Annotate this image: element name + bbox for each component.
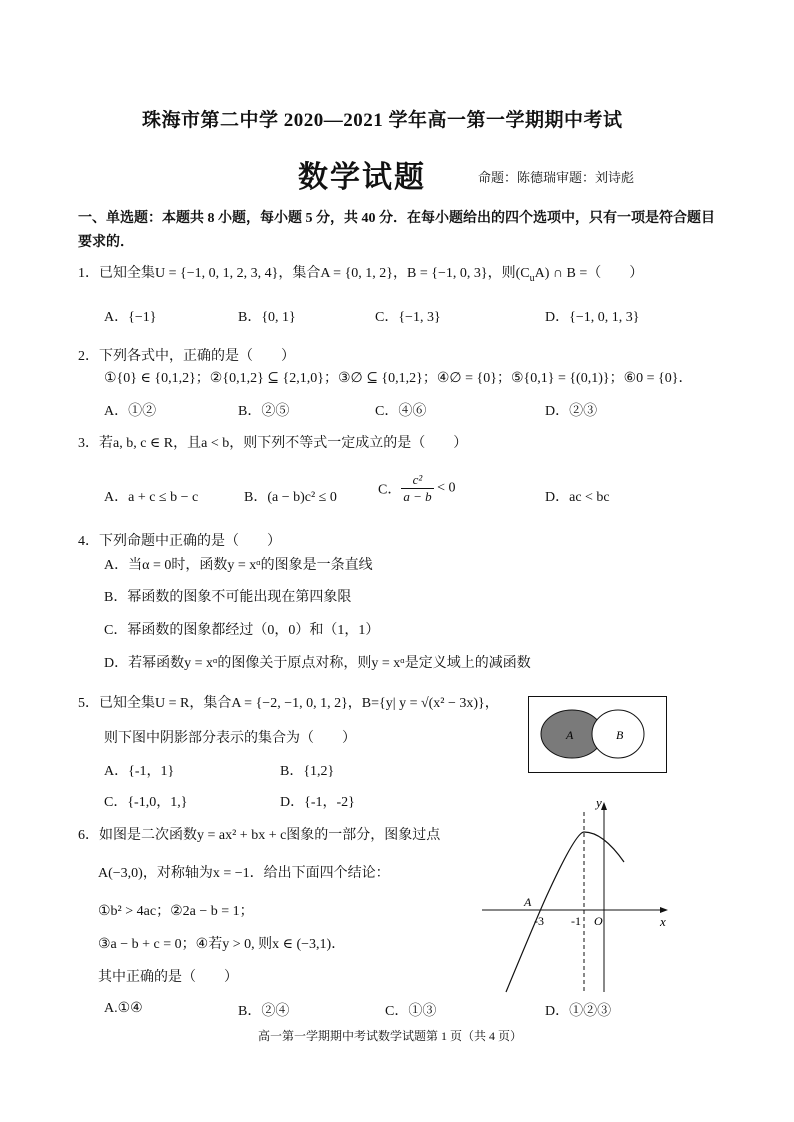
q6-option-a: A.①④ bbox=[104, 1001, 143, 1016]
tick-label-minus-1: -1 bbox=[571, 914, 581, 928]
question-6-line5: 其中正确的是（ ） bbox=[98, 970, 238, 985]
q3-fraction-denominator: a − b bbox=[403, 489, 432, 504]
question-5-prompt: 则下图中阴影部分表示的集合为（ ） bbox=[104, 731, 356, 746]
origin-label: O bbox=[594, 914, 603, 928]
question-1-subscript: u bbox=[529, 272, 535, 284]
q3-option-d: D．ac < bc bbox=[545, 490, 610, 505]
author-credits: 命题：陈德瑞审题：刘诗彪 bbox=[478, 170, 635, 185]
question-1-tail: A) ∩ B =（ ） bbox=[534, 266, 644, 281]
q2-option-d: D．②③ bbox=[545, 404, 598, 419]
q2-option-a: A．①② bbox=[104, 404, 157, 419]
q3-option-b: B．(a − b)c² ≤ 0 bbox=[244, 490, 337, 505]
question-6-stem: 6．如图是二次函数y = ax² + bx + c图象的一部分，图象过点 bbox=[78, 828, 441, 843]
q4-option-a: A．当α = 0时，函数y = xᵅ的图象是一条直线 bbox=[104, 558, 373, 573]
question-6-line4: ③a − b + c = 0；④若y > 0, 则x ∈ (−3,1)． bbox=[98, 937, 346, 952]
venn-diagram bbox=[528, 696, 668, 774]
point-a-label: A bbox=[524, 895, 532, 909]
exam-title: 珠海市第二中学 2020—2021 学年高一第一学期期中考试 bbox=[142, 110, 623, 131]
q4-option-b: B．幂函数的图象不可能出现在第四象限 bbox=[104, 590, 352, 605]
question-3-stem: 3．若a, b, c ∈ R，且a < b，则下列不等式一定成立的是（ ） bbox=[78, 436, 468, 451]
q2-option-c: C．④⑥ bbox=[375, 404, 427, 419]
q3-fraction-numerator: c² bbox=[401, 472, 433, 489]
venn-label-b: B bbox=[616, 728, 624, 742]
q3-fraction bbox=[401, 472, 433, 505]
question-6-line2: A(−3,0)，对称轴为x = −1．给出下面四个结论： bbox=[98, 866, 390, 881]
question-4-stem: 4．下列命题中正确的是（ ） bbox=[78, 534, 281, 549]
y-axis-arrow-icon bbox=[601, 802, 607, 810]
q5-option-d: D．{-1，-2} bbox=[280, 795, 355, 810]
parabola-curve bbox=[506, 832, 624, 992]
question-5-stem: 5．已知全集U = R，集合A = {−2, −1, 0, 1, 2}，B={y| y = √(x² − 3x)}， bbox=[78, 696, 499, 711]
question-2-stem: 2．下列各式中，正确的是（ ） bbox=[78, 349, 295, 364]
q1-option-d: D．{−1, 0, 1, 3} bbox=[545, 310, 640, 325]
q6-option-d: D．①②③ bbox=[545, 1004, 612, 1019]
q4-option-c: C．幂函数的图象都经过（0，0）和（1，1） bbox=[104, 623, 380, 638]
q6-option-b: B．②④ bbox=[238, 1004, 290, 1019]
subject-title: 数学试题 bbox=[298, 161, 426, 194]
q1-option-a: A．{−1} bbox=[104, 310, 157, 325]
question-2-items: ①{0} ∈ {0,1,2}；②{0,1,2} ⊆ {2,1,0}；③∅ ⊆ {0,1,2}；④∅ = {0}；⑤{0,1} = {(0,1)}；⑥0 = {0}． bbox=[104, 371, 693, 386]
q3-option-a: A．a + c ≤ b − c bbox=[104, 490, 199, 505]
question-6-line3: ①b² > 4ac；②2a − b = 1； bbox=[98, 904, 254, 919]
question-1-text: 1．已知全集U = {−1, 0, 1, 2, 3, 4}，集合A = {0, 1, 2}，B = {−1, 0, 3}，则(C bbox=[78, 266, 530, 281]
x-axis-label: x bbox=[660, 914, 666, 929]
y-axis-label: y bbox=[596, 795, 602, 810]
parabola-graph bbox=[478, 792, 678, 997]
q2-option-b: B．②⑤ bbox=[238, 404, 290, 419]
q5-option-a: A．{-1，1} bbox=[104, 764, 175, 779]
q4-option-d: D．若幂函数y = xᵅ的图像关于原点对称，则y = xᵅ是定义域上的减函数 bbox=[104, 656, 531, 671]
q5-option-c: C．{-1,0，1,} bbox=[104, 795, 188, 810]
x-axis-arrow-icon bbox=[660, 907, 668, 913]
q3-option-c-label: C． bbox=[378, 482, 402, 498]
q5-option-b: B．{1,2} bbox=[280, 764, 335, 779]
q3-fraction-relation: < 0 bbox=[437, 480, 456, 496]
section-heading: 一、单选题：本题共 8 小题，每小题 5 分，共 40 分．在每小题给出的四个选项中，只有一项是符合题目要求的． bbox=[78, 211, 715, 250]
page-footer: 高一第一学期期中考试数学试题第 1 页（共 4 页） bbox=[258, 1029, 523, 1043]
q1-option-c: C．{−1, 3} bbox=[375, 310, 441, 325]
venn-label-a: A bbox=[566, 728, 574, 742]
q6-option-c: C．①③ bbox=[385, 1004, 437, 1019]
question-1-stem bbox=[78, 262, 643, 284]
q3-option-c bbox=[378, 472, 456, 505]
q1-option-b: B．{0, 1} bbox=[238, 310, 296, 325]
tick-label-minus-3: -3 bbox=[534, 914, 544, 928]
